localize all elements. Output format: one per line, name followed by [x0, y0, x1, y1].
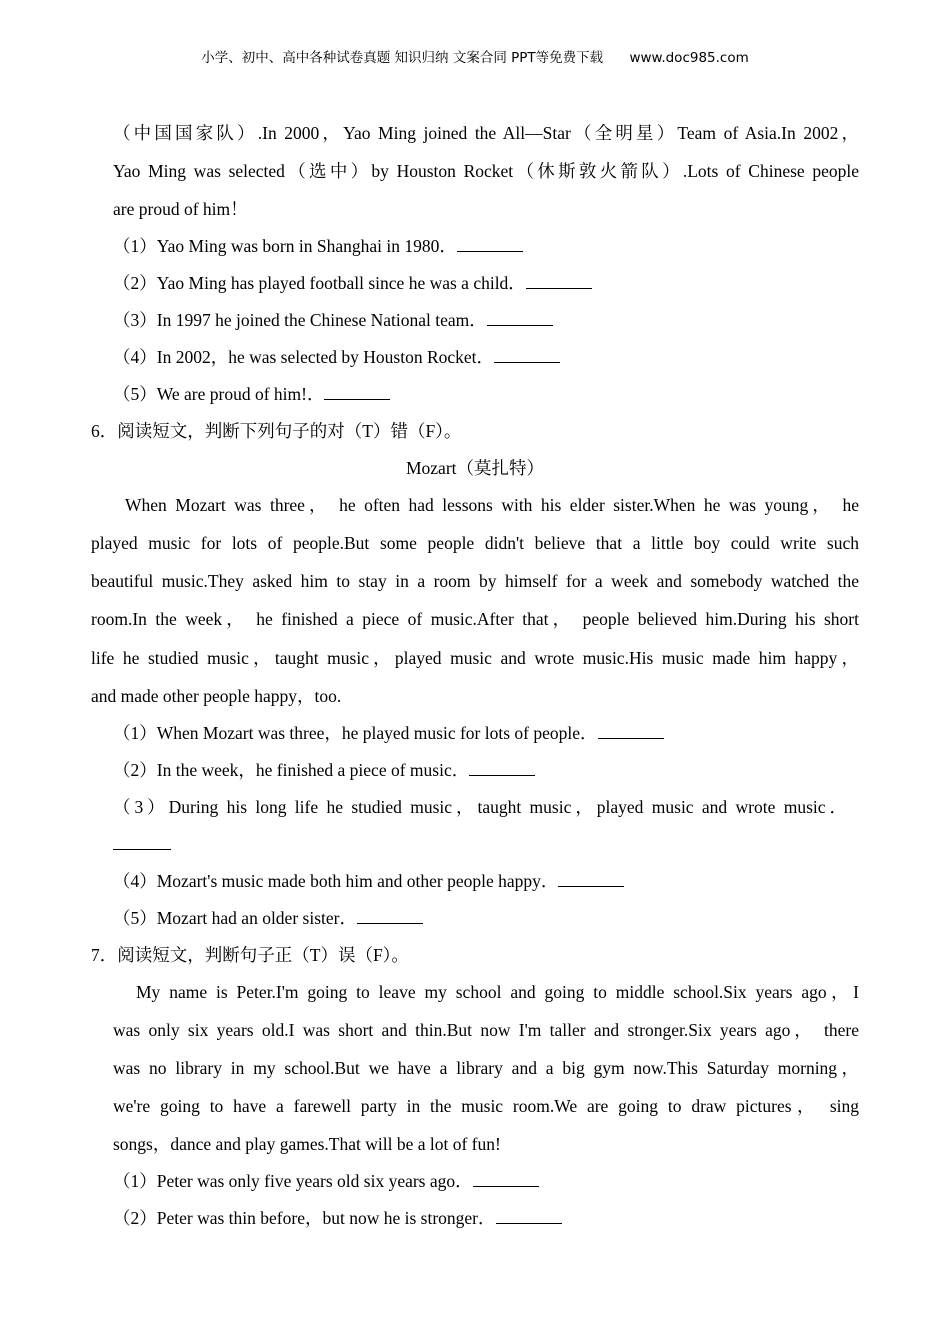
question-item: [113, 759, 535, 781]
question-text: （4）In 2002，he was selected by Houston Rocket．: [113, 347, 495, 367]
passage-line: When Mozart was three， he often had lessons with his elder sister.When he was young， he: [125, 495, 859, 515]
question-item: [113, 383, 390, 405]
answer-blank[interactable]: [526, 274, 592, 289]
page-header: [0, 46, 950, 66]
passage-line: are proud of him！: [113, 199, 248, 219]
answer-blank[interactable]: [324, 385, 390, 400]
passage-line: life he studied music，taught music，played music and wrote music.His music made him happy，: [91, 648, 859, 668]
question-item: [113, 1170, 539, 1192]
question-item: [113, 722, 664, 744]
passage-line: My name is Peter.I'm going to leave my school and going to middle school.Six years ago，I: [136, 982, 859, 1002]
question-item: [113, 309, 553, 331]
answer-blank[interactable]: [473, 1172, 539, 1187]
question-item: [113, 272, 592, 294]
passage-line: songs，dance and play games.That will be a lot of fun!: [113, 1134, 501, 1154]
answer-blank[interactable]: [494, 348, 560, 363]
answer-blank[interactable]: [598, 724, 664, 739]
question-heading: 7．阅读短文，判断句子正（T）误（F）。: [91, 945, 409, 965]
question-item: [113, 346, 560, 368]
answer-blank[interactable]: [469, 761, 535, 776]
question-text: （1）When Mozart was three，he played music for lots of people．: [113, 723, 598, 743]
passage-line: we're going to have a farewell party in the music room.We are going to draw pictures， sing: [113, 1096, 859, 1116]
question-text: （1）Peter was only five years old six years ago．: [113, 1171, 473, 1191]
question-item: [113, 907, 423, 929]
question-text: （4）Mozart's music made both him and other people happy．: [113, 871, 559, 891]
question-item: [113, 1207, 562, 1229]
passage-line: Yao Ming was selected（选中）by Houston Rocket（休斯敦火箭队）.Lots of Chinese people: [113, 161, 859, 181]
question-text: （2）Yao Ming has played football since he was a child．: [113, 273, 526, 293]
question-item: （3）During his long life he studied music，taught music，played music and wrote music．: [113, 797, 847, 817]
question-text: （2）In the week，he finished a piece of music．: [113, 760, 470, 780]
question-text: （5）We are proud of him!．: [113, 384, 325, 404]
passage-line: was no library in my school.But we have a library and a big gym now.This Saturday morning，: [113, 1058, 859, 1078]
header-url[interactable]: www.doc985.com: [629, 50, 749, 66]
answer-blank[interactable]: [558, 872, 624, 887]
question-item: [113, 833, 171, 855]
passage-line: was only six years old.I was short and thin.But now I'm taller and stronger.Six years ago， there: [113, 1020, 859, 1040]
header-text: 小学、初中、高中各种试卷真题 知识归纳 文案合同 PPT等免费下载: [201, 50, 604, 66]
passage-line: and made other people happy，too.: [91, 686, 342, 706]
answer-blank[interactable]: [113, 835, 171, 850]
question-heading: 6．阅读短文，判断下列句子的对（T）错（F）。: [91, 421, 462, 441]
answer-blank[interactable]: [457, 237, 523, 252]
question-text: （3）In 1997 he joined the Chinese National team．: [113, 310, 487, 330]
passage-title: Mozart（莫扎特）: [405, 458, 545, 478]
answer-blank[interactable]: [496, 1209, 562, 1224]
question-text: （2）Peter was thin before，but now he is stronger．: [113, 1208, 496, 1228]
passage-line: beautiful music.They asked him to stay in a room by himself for a week and somebody watched the: [91, 571, 859, 591]
passage-line: played music for lots of people.But some people didn't believe that a little boy could write such: [91, 533, 859, 553]
question-text: （1）Yao Ming was born in Shanghai in 1980．: [113, 236, 457, 256]
question-item: [113, 870, 624, 892]
passage-line: room.In the week， he finished a piece of music.After that， people believed him.During his short: [91, 609, 859, 629]
question-item: [113, 235, 523, 257]
question-text: （5）Mozart had an older sister．: [113, 908, 357, 928]
answer-blank[interactable]: [487, 311, 553, 326]
answer-blank[interactable]: [357, 909, 423, 924]
passage-line: （中国国家队）.In 2000，Yao Ming joined the All—Star（全明星）Team of Asia.In 2002，: [113, 123, 859, 143]
